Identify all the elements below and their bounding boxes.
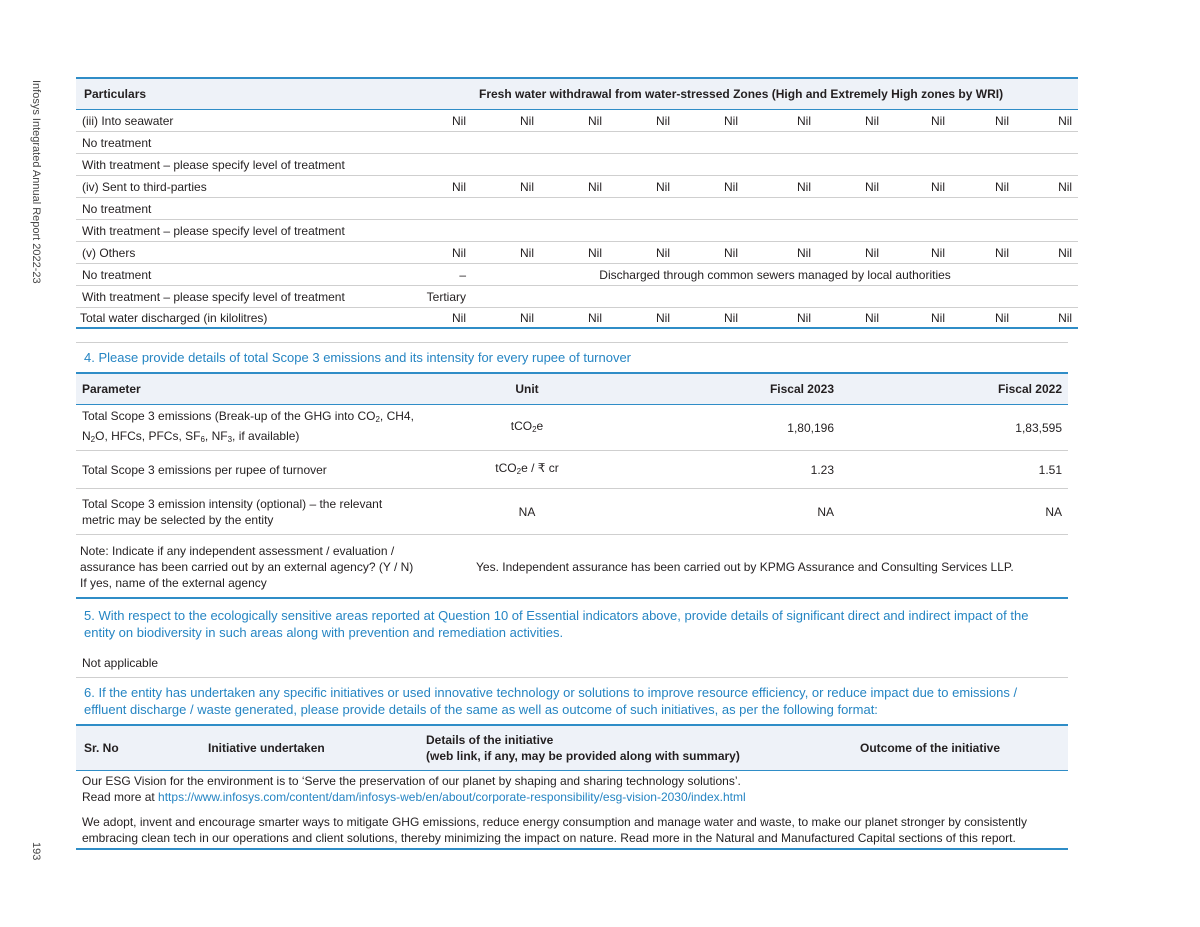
scope3-table	[76, 372, 1068, 535]
table-row	[76, 242, 1078, 264]
header-initiative: Initiative undertaken	[208, 741, 325, 755]
water-discharge-table	[76, 77, 1078, 329]
table-row	[76, 154, 1078, 176]
header-fiscal-2023: Fiscal 2023	[769, 382, 834, 396]
cell-value: Nil	[608, 308, 676, 329]
cell-value	[540, 220, 608, 242]
cell-value: Nil	[817, 110, 885, 132]
cell-value: Nil	[472, 308, 540, 329]
table-row	[76, 264, 1078, 286]
cell-value	[404, 132, 472, 154]
cell-value: Nil	[676, 110, 744, 132]
header-unit: Unit	[515, 382, 539, 396]
cell-value: Nil	[744, 308, 817, 329]
cell-value: Nil	[817, 176, 885, 198]
cell-value	[744, 198, 817, 220]
cell-value: Tertiary	[404, 286, 472, 308]
cell-value: Nil	[1015, 308, 1078, 329]
cell-value: Nil	[885, 110, 951, 132]
row-label: No treatment	[76, 198, 404, 220]
table-row	[76, 198, 1078, 220]
cell-value: Nil	[472, 110, 540, 132]
cell-value	[676, 154, 744, 176]
table-row	[76, 110, 1078, 132]
cell-value	[676, 132, 744, 154]
cell-value	[404, 154, 472, 176]
cell-value	[885, 198, 951, 220]
table-row	[76, 489, 1068, 535]
cell-value: Nil	[540, 242, 608, 264]
header-sr-no: Sr. No	[84, 741, 119, 755]
cell-value	[817, 132, 885, 154]
row-unit: tCO$_2$e	[456, 405, 598, 451]
cell-value: Nil	[404, 242, 472, 264]
cell-value	[472, 132, 540, 154]
table-row	[76, 286, 1078, 308]
cell-value	[472, 198, 540, 220]
table-row	[76, 451, 1068, 489]
section-6-title: 6. If the entity has undertaken any specific initiatives or used innovative technology or solutions to improve resource efficiency, or reduce impact due to emissions / effluent discharge / waste generated, please provide details of the same as well as outcome of such initiatives, as per the following format:	[84, 685, 1018, 717]
row-fiscal-2022: 1.51	[854, 451, 1068, 489]
header-details: Details of the initiative (web link, if any, may be provided along with summary)	[426, 733, 740, 763]
cell-value	[608, 198, 676, 220]
cell-value: Nil	[885, 176, 951, 198]
total-row	[76, 308, 1078, 329]
cell-value	[608, 132, 676, 154]
row-label: With treatment – please specify level of treatment	[76, 220, 404, 242]
cell-value: Nil	[1015, 110, 1078, 132]
note-answer: Yes. Independent assurance has been carried out by KPMG Assurance and Consulting Services LLP.	[456, 535, 1068, 598]
cell-value	[404, 198, 472, 220]
cell-value	[1015, 154, 1078, 176]
cell-value: Nil	[744, 176, 817, 198]
cell-value	[472, 154, 540, 176]
table-body	[76, 110, 1078, 264]
row-fiscal-2022: 1,83,595	[854, 405, 1068, 451]
cell-value	[885, 154, 951, 176]
note-question: Note: Indicate if any independent assessment / evaluation / assurance has been carried out by an external agency? (Y / N) If yes, name of the external agency	[76, 535, 456, 598]
cell-value: –	[404, 264, 472, 286]
cell-value	[540, 132, 608, 154]
row-unit: tCO$_2$e / ₹ cr	[456, 451, 598, 489]
cell-value: Nil	[951, 176, 1015, 198]
page-content	[76, 77, 1073, 850]
cell-value: Nil	[472, 176, 540, 198]
cell-value	[676, 220, 744, 242]
cell-value: Nil	[817, 242, 885, 264]
cell-value: Nil	[472, 242, 540, 264]
cell-value: Nil	[744, 242, 817, 264]
page-number: 193	[30, 842, 42, 861]
cell-value	[951, 132, 1015, 154]
header-fiscal-2022: Fiscal 2022	[997, 382, 1062, 396]
row-label: (iii) Into seawater	[76, 110, 404, 132]
row-parameter: Total Scope 3 emissions (Break-up of the GHG into $CO_2$, CH4, $N_2O$, HFCs, PFCs, $SF_6$, $NF_3$, if available)	[76, 405, 456, 451]
cell-value	[817, 154, 885, 176]
cell-value	[472, 220, 540, 242]
cell-value	[1015, 220, 1078, 242]
cell-value: Nil	[676, 242, 744, 264]
cell-value	[885, 132, 951, 154]
cell-value: Nil	[540, 308, 608, 329]
cell-value: Nil	[817, 308, 885, 329]
cell-value	[540, 154, 608, 176]
row-unit: NA	[456, 489, 598, 535]
esg-vision-link[interactable]: https://www.infosys.com/content/dam/infosys-web/en/about/corporate-responsibility/esg-vision-2030/index.html	[158, 790, 746, 804]
cell-value: Nil	[404, 308, 472, 329]
assurance-note-table	[76, 535, 1068, 599]
row-label: No treatment	[76, 264, 404, 286]
cell-value: Nil	[540, 110, 608, 132]
cell-value: Nil	[676, 308, 744, 329]
cell-value: Nil	[404, 176, 472, 198]
section-5-title: 5. With respect to the ecologically sensitive areas reported at Question 10 of Essential indicators above, provide details of significant direct and indirect impact of the entity on biodiversity in such areas along with prevention and remediation activities.	[84, 608, 1029, 640]
row-fiscal-2023: 1,80,196	[598, 405, 854, 451]
cell-value: Nil	[951, 242, 1015, 264]
cell-value	[744, 154, 817, 176]
row-label: No treatment	[76, 132, 404, 154]
report-title-vertical: Infosys Integrated Annual Report 2022-23	[30, 80, 42, 284]
table-row	[76, 132, 1078, 154]
header-particulars: Particulars	[84, 87, 147, 101]
header-parameter: Parameter	[82, 382, 141, 396]
table-row	[76, 220, 1078, 242]
section-5-answer: Not applicable	[76, 647, 1068, 678]
cell-value: Nil	[676, 176, 744, 198]
cell-value: Nil	[404, 110, 472, 132]
row-parameter: Total Scope 3 emissions per rupee of turnover	[76, 451, 456, 489]
cell-note: Discharged through common sewers managed by local authorities	[472, 264, 1078, 286]
row-fiscal-2022: NA	[854, 489, 1068, 535]
cell-value	[951, 154, 1015, 176]
cell-value	[885, 220, 951, 242]
cell-value	[817, 198, 885, 220]
cell-value: Nil	[608, 242, 676, 264]
cell-value: Nil	[540, 176, 608, 198]
header-outcome: Outcome of the initiative	[860, 741, 1001, 755]
row-label: With treatment – please specify level of treatment	[76, 286, 404, 308]
cell-value	[744, 220, 817, 242]
cell-value: Nil	[608, 176, 676, 198]
clean-tech-paragraph: We adopt, invent and encourage smarter ways to mitigate GHG emissions, reduce energy consumption and manage water and waste, to make our planet stronger by consistently embracing clean tech in our operations and client solutions, thereby minimizing the impact on nature. Read more in the Natural and Manufactured Capital sections of this report.	[76, 808, 1068, 850]
cell-value	[817, 220, 885, 242]
row-parameter: Total Scope 3 emission intensity (optional) – the relevant metric may be selected by the entity	[76, 489, 456, 535]
section-4-title: 4. Please provide details of total Scope 3 emissions and its intensity for every rupee of turnover	[76, 342, 1068, 372]
cell-value: Nil	[951, 110, 1015, 132]
cell-value	[951, 198, 1015, 220]
cell-value: Nil	[744, 110, 817, 132]
cell-value	[608, 220, 676, 242]
row-label: With treatment – please specify level of treatment	[76, 154, 404, 176]
cell-value: Nil	[608, 110, 676, 132]
cell-value: Nil	[885, 242, 951, 264]
cell-value	[1015, 198, 1078, 220]
cell-value	[676, 198, 744, 220]
row-fiscal-2023: NA	[598, 489, 854, 535]
table-row	[76, 176, 1078, 198]
cell-value	[1015, 132, 1078, 154]
cell-value: Nil	[1015, 242, 1078, 264]
header-fresh-water: Fresh water withdrawal from water-stressed Zones (High and Extremely High zones by WRI)	[478, 87, 1004, 101]
esg-vision-paragraph: Our ESG Vision for the environment is to ‘Serve the preservation of our planet by shaping and sharing technology solutions’. Read more at https://www.infosys.com/content/dam/infosys-web/en/about/corporate-responsibility/esg-vision-2030/index.html	[82, 774, 746, 804]
cell-value	[744, 132, 817, 154]
cell-value	[608, 154, 676, 176]
cell-value: Nil	[885, 308, 951, 329]
row-label: Total water discharged (in kilolitres)	[76, 308, 404, 329]
row-label: (v) Others	[76, 242, 404, 264]
cell-value: Nil	[951, 308, 1015, 329]
table-row	[76, 405, 1068, 451]
cell-value: Nil	[1015, 176, 1078, 198]
cell-value	[540, 198, 608, 220]
row-fiscal-2023: 1.23	[598, 451, 854, 489]
initiatives-table	[76, 724, 1068, 771]
row-label: (iv) Sent to third-parties	[76, 176, 404, 198]
cell-value	[951, 220, 1015, 242]
cell-value	[404, 220, 472, 242]
